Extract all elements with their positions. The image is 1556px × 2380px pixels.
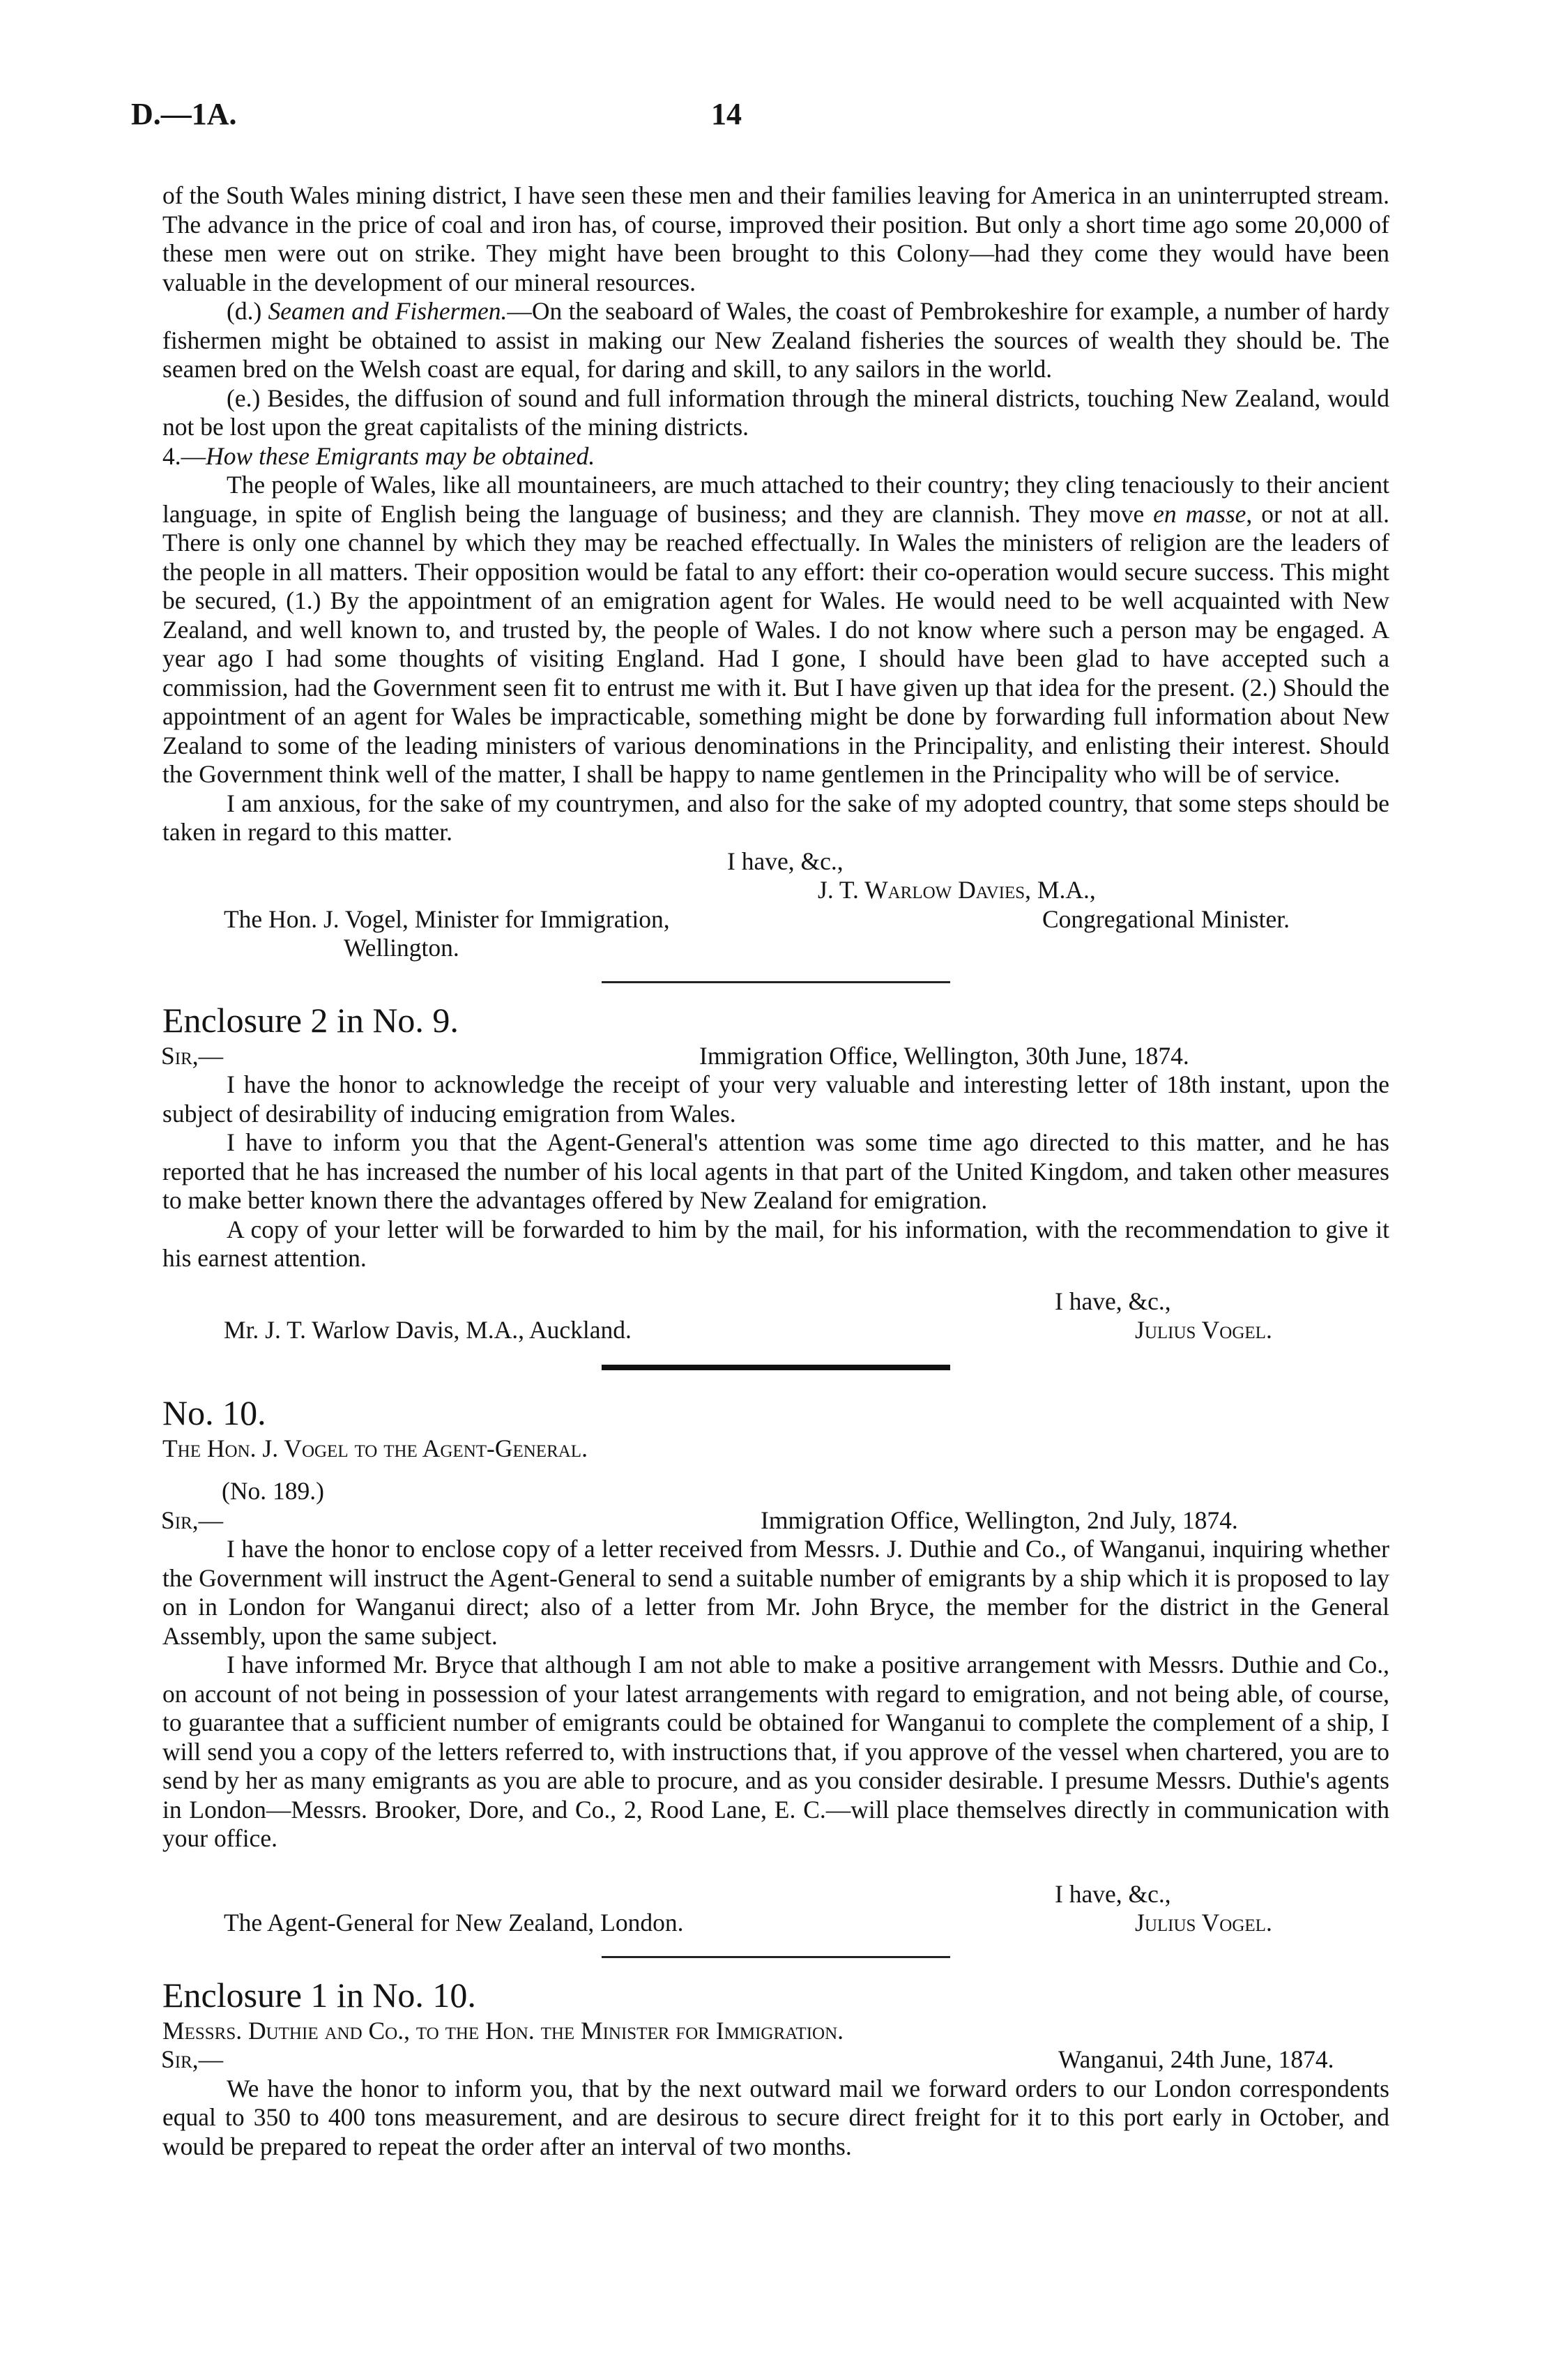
salutation-row bbox=[162, 2045, 1389, 2075]
salutation: Sir,— bbox=[161, 1506, 224, 1534]
paragraph-anxious: I am anxious, for the sake of my countrymen, and also for the sake of my adopted country, that some steps should be taken in regard to this matter. bbox=[162, 789, 1389, 846]
place-date: Immigration Office, Wellington, 2nd July, 1874. bbox=[761, 1506, 1238, 1534]
paragraph-freight: We have the honor to inform you, that by the next outward mail we forward orders to our London correspondents equal to 350 to 400 tons measurement, and are desirous to secure direct freight for it to this port early in October, and would be prepared to repeat the order after an interval of two months. bbox=[162, 2074, 1389, 2160]
addressee: The Hon. J. Vogel, Minister for Immigration, bbox=[224, 904, 670, 933]
letter-reference: (No. 189.) bbox=[222, 1477, 324, 1505]
addressee: The Agent-General for New Zealand, London. bbox=[224, 1909, 684, 1936]
addressee-row bbox=[162, 1316, 1389, 1345]
addressee-place-row bbox=[162, 934, 1389, 963]
place-date: Immigration Office, Wellington, 30th June, 1874. bbox=[699, 1041, 1189, 1070]
enclosure-2-no-9 bbox=[162, 999, 1389, 1345]
letter-davies bbox=[162, 181, 1389, 963]
enclosure-subheading: Messrs. Duthie and Co., to the Hon. the Minister for Immigration. bbox=[162, 2016, 844, 2045]
closing-row bbox=[162, 1287, 1389, 1317]
paragraph-diffusion: (e.) Besides, the diffusion of sound and full information through the mineral districts, touching New Zealand, would not be lost upon the great capitalists of the mining districts. bbox=[162, 384, 1389, 441]
item-text-seamen: —On the seaboard of Wales, the coast of Pembrokeshire for example, a number of hardy fishermen might be obtained to assist in making our New Zealand fisheries the sources of wealth they should be. The seamen bred on the Welsh coast are equal, for daring and skill, to any sailors in the world. bbox=[162, 297, 1390, 383]
enclosure-heading: Enclosure 2 in No. 9. bbox=[162, 1000, 459, 1040]
letter-heading: No. 10. bbox=[162, 1393, 266, 1432]
signature-title: Congregational Minister. bbox=[1042, 904, 1290, 933]
salutation: Sir,— bbox=[161, 1041, 224, 1070]
place-date: Wanganui, 24th June, 1874. bbox=[1058, 2045, 1334, 2073]
paragraph-how-part2: , or not at all. There is only one channel by which they may be reached effectually. In Wales the ministers of religion are the leaders of the people in all matters. Their opposition would be fatal to any effort: their co-operation would secure success. This might be secured, (1.) By the appointment of an emigration agent for Wales. He would need to be well acquainted with New Zealand, and well known to, and trusted by, the people of Wales. I do not know where such a person may be engaged. A year ago I had some thoughts of visiting England. Had I gone, I should have been glad to have accepted such a commission, had the Government seen fit to entrust me with it. But I have given up that idea for the present. (2.) Should the appointment of an agent for Wales be impracticable, something might be done by forwarding full information about New Zealand to some of the leading ministers of various denominations in the Principality, and enlisting their interest. Should the Government think well of the matter, I shall be happy to name gentlemen in the Principality who will be of service. bbox=[162, 499, 1389, 788]
closing: I have, &c., bbox=[1055, 1879, 1171, 1908]
paragraph-acknowledge: I have the honor to acknowledge the receipt of your very valuable and interesting letter of 18th instant, upon the subject of desirability of inducing emigration from Wales. bbox=[162, 1070, 1389, 1128]
paragraph-how-part1: The people of Wales, like all mountaineers, are much attached to their country; they cling tenaciously to their ancient language, in spite of English being the language of business; and they are clannish. They move bbox=[162, 471, 1389, 528]
signature: Julius Vogel. bbox=[1135, 1909, 1272, 1936]
paragraph-agent-general: I have to inform you that the Agent-General's attention was some time ago directed to this matter, and he has reported that he has increased the number of his local agents in that part of the United Kingdom, and taken other measures to make better known there the advantages offered by New Zealand for emigration. bbox=[162, 1128, 1389, 1214]
section-title: How these Emigrants may be obtained. bbox=[206, 441, 595, 470]
enclosure-1-no-10 bbox=[162, 1973, 1389, 2162]
addressee-place: Wellington. bbox=[344, 934, 459, 962]
paragraph-how-emphasis: en masse bbox=[1153, 499, 1246, 528]
document-body bbox=[162, 181, 1389, 2161]
paragraph-enclose: I have the honor to enclose copy of a letter received from Messrs. J. Duthie and Co., of Wanganui, inquiring whether the Government will instruct the Agent-General to send a suitable number of emigrants by a ship which it is proposed to lay on in London for Wanganui direct; also of a letter from Mr. John Bryce, the member for the district in the General Assembly, upon the same subject. bbox=[162, 1535, 1389, 1650]
paragraph-copy: A copy of your letter will be forwarded to him by the mail, for his information, with the recommendation to give it his earnest attention. bbox=[162, 1215, 1389, 1272]
salutation-row bbox=[162, 1506, 1389, 1536]
divider bbox=[602, 1956, 950, 1958]
divider bbox=[602, 981, 950, 983]
paragraph-seamen bbox=[162, 297, 1389, 384]
paragraph-mining: of the South Wales mining district, I have seen these men and their families leaving for America in an uninterrupted stream. The advance in the price of coal and iron has, of course, improved their position. But only a short time ago some 20,000 of these men were out on strike. They might have been brought to this Colony—had they come they would have been valuable in the development of our mineral resources. bbox=[162, 181, 1389, 296]
paragraph-informed: I have informed Mr. Bryce that although I am not able to make a positive arrangement with Messrs. Duthie and Co., on account of not being in possession of your latest arrangements with regard to emigration, and not being able, of course, to guarantee that a sufficient number of emigrants could be obtained for Wanganui to complete the complement of a ship, I will send you a copy of the letters referred to, with instructions that, if you approve of the vessel when chartered, you are to send by her as many emigrants as you are able to procure, and as you consider desirable. I presume Messrs. Duthie's agents in London—Messrs. Brooker, Dore, and Co., 2, Rood Lane, E. C.—will place themselves directly in communication with your office. bbox=[162, 1651, 1389, 1852]
letter-subheading: The Hon. J. Vogel to the Agent-General. bbox=[162, 1434, 588, 1462]
section-number: 4.— bbox=[162, 441, 206, 470]
closing: I have, &c., bbox=[727, 847, 844, 875]
paper-reference: D.—1A. bbox=[131, 97, 237, 131]
enclosure-heading: Enclosure 1 in No. 10. bbox=[162, 1975, 476, 2015]
addressee: Mr. J. T. Warlow Davis, M.A., Auckland. bbox=[224, 1316, 632, 1344]
salutation-row bbox=[162, 1042, 1389, 1071]
paragraph-how bbox=[162, 471, 1389, 789]
item-title-seamen: Seamen and Fishermen. bbox=[268, 297, 508, 325]
letter-no-10 bbox=[162, 1391, 1389, 1938]
reference-row bbox=[162, 1477, 1389, 1506]
addressee-row bbox=[162, 1909, 1389, 1938]
signature: J. T. Warlow Davies, M.A., bbox=[818, 876, 1096, 904]
section-heading bbox=[162, 442, 1389, 471]
addressee-row bbox=[162, 905, 1389, 934]
divider-thick bbox=[602, 1365, 950, 1370]
item-label-d: (d.) bbox=[227, 297, 262, 325]
closing: I have, &c., bbox=[1055, 1287, 1171, 1315]
salutation: Sir,— bbox=[161, 2045, 224, 2073]
closing-row bbox=[162, 1880, 1389, 1909]
page-number: 14 bbox=[711, 97, 742, 131]
closing-row bbox=[162, 847, 1389, 877]
page-header bbox=[0, 96, 1556, 138]
signature: Julius Vogel. bbox=[1135, 1316, 1272, 1344]
signature-row bbox=[162, 876, 1389, 905]
